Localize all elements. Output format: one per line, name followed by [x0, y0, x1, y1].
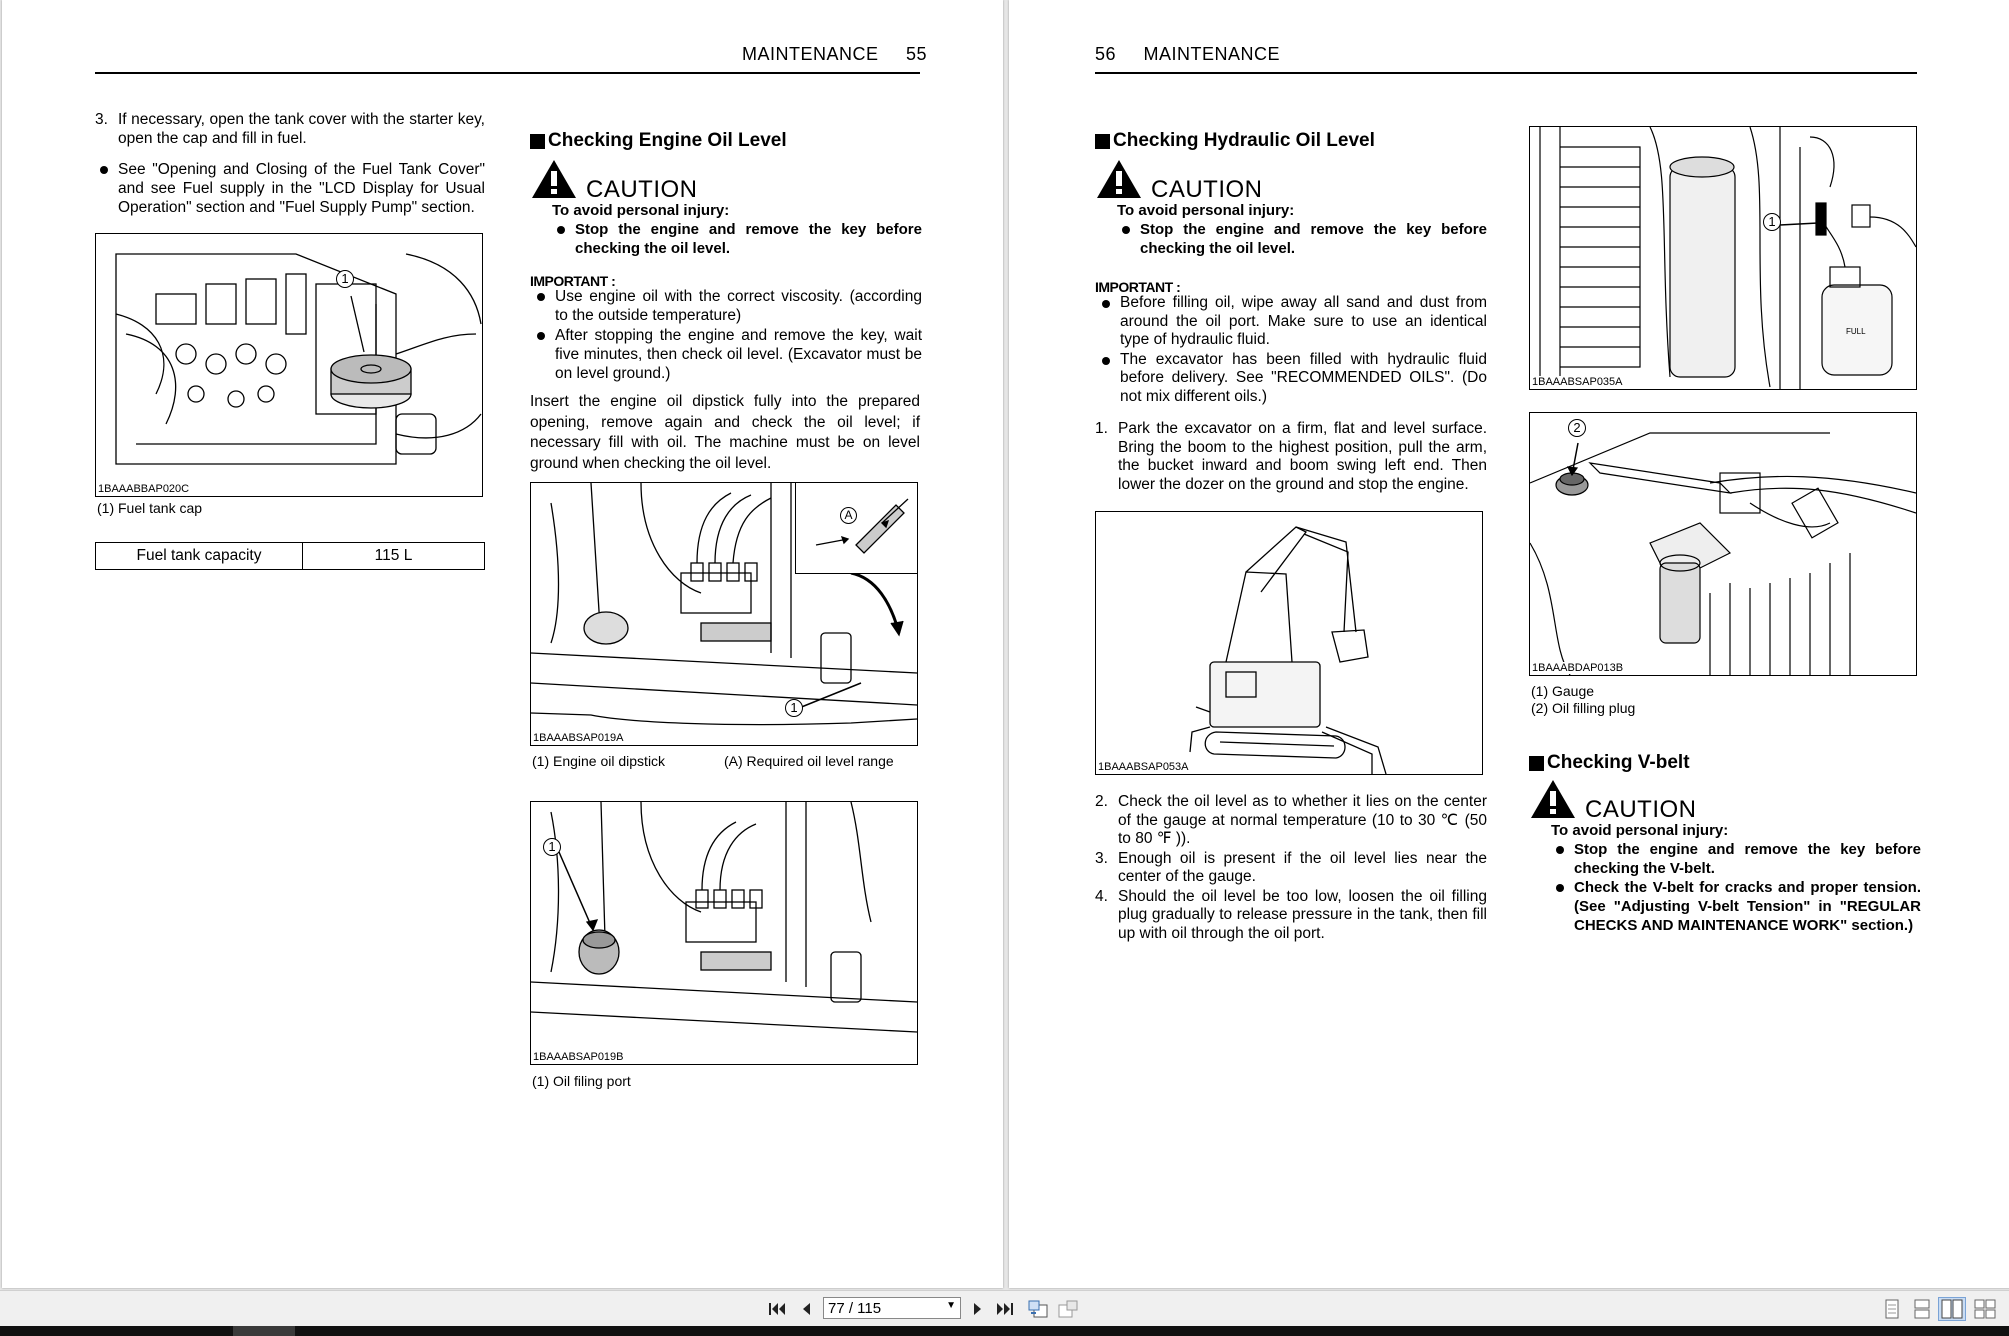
important-item — [1097, 294, 1487, 350]
figure-engine-dipstick — [530, 482, 918, 746]
bullet-dot — [1102, 300, 1110, 308]
heading-square-icon — [530, 134, 545, 149]
important-item-text: The excavator has been filled with hydraulic fluid before delivery. See "RECOMMENDED OILS". (Do not mix different oils.) — [1120, 350, 1487, 405]
hydraulic-step-1 — [1095, 420, 1487, 500]
caution-items — [1551, 840, 1921, 935]
fuel-steps — [95, 110, 485, 223]
dipstick-inset-illustration — [796, 483, 918, 573]
hydraulic-heading-text: Checking Hydraulic Oil Level — [1113, 130, 1375, 151]
caution-subtitle: To avoid personal injury: — [1117, 202, 1295, 219]
figure-oil-filing-port — [530, 801, 918, 1065]
fuel-tank-illustration — [96, 234, 482, 496]
heading-square-icon — [1529, 756, 1544, 771]
fig1-caption: (1) Fuel tank cap — [97, 500, 203, 516]
step-3 — [1095, 850, 1487, 887]
figure-code: 1BAAABSAP035A — [1532, 376, 1623, 388]
important-item — [1097, 351, 1487, 407]
last-page-icon — [996, 1301, 1014, 1317]
step-number: 4. — [1095, 887, 1108, 905]
taskbar-tab[interactable] — [233, 1326, 295, 1336]
dipstick-paragraph: Insert the engine oil dipstick fully into the prepared opening, remove again and check the oil level; if necessary fill with oil. The machine must be on level ground when checking the oil level. — [530, 393, 920, 472]
capacity-value: 115 L — [303, 543, 485, 570]
go-back-view-button[interactable] — [1026, 1297, 1050, 1321]
caution-item-text: Stop the engine and remove the key before checking the oil level. — [1140, 221, 1487, 257]
fig2-caption-1: (1) Engine oil dipstick — [532, 753, 666, 769]
last-page-button[interactable] — [994, 1297, 1016, 1321]
hydraulic-caution-box — [1095, 158, 1487, 258]
header-section: MAINTENANCE — [1143, 44, 1281, 64]
document-page-left — [2, 0, 1003, 1288]
step-number: 2. — [1095, 793, 1108, 810]
document-page-right — [1009, 0, 2009, 1288]
caution-subtitle: To avoid personal injury: — [1551, 822, 1729, 839]
caption-gauge: (1) Gauge — [1531, 683, 1595, 699]
two-page-continuous-view-button[interactable] — [1972, 1297, 1998, 1321]
viewer-toolbar — [0, 1290, 2009, 1327]
bullet-dot — [1556, 846, 1564, 854]
caption-oil-filling-plug: (2) Oil filling plug — [1531, 700, 1636, 716]
step-text: Park the excavator on a firm, flat and level surface. Bring the boom to the highest position, pull the arm, the bucket inward and boom swing left end. Then lower the dozer on the ground and stop the engine. — [1118, 420, 1487, 493]
caution-word: CAUTION — [1585, 796, 1697, 823]
two-page-view-button[interactable] — [1938, 1297, 1966, 1321]
step-1 — [1095, 420, 1487, 494]
heading-square-icon — [1095, 134, 1110, 149]
step-text: Enough oil is present if the oil level lies near the center of the gauge. — [1118, 849, 1487, 885]
bullet-dot — [1556, 884, 1564, 892]
caution-item-text: Stop the engine and remove the key before checking the oil level. — [575, 221, 922, 257]
caution-item-text: Check the V-belt for cracks and proper tension. (See "Adjusting V-belt Tension" in "REGULAR CHECKS AND MAINTENANCE WORK" section.) — [1574, 879, 1921, 934]
first-page-button[interactable] — [766, 1297, 788, 1321]
gauge-illustration — [1530, 127, 1916, 389]
engine-oil-heading-text: Checking Engine Oil Level — [548, 130, 787, 151]
figure-code: 1BAAABSAP019B — [533, 1051, 624, 1063]
header-page-number: 56 — [1095, 44, 1117, 64]
important-label: IMPORTANT : — [530, 273, 616, 289]
figure-code: 1BAAABDAP013B — [1532, 662, 1624, 674]
important-item — [532, 287, 922, 325]
important-item-text: Use engine oil with the correct viscosity. (according to the outside temperature) — [555, 288, 922, 324]
step-number: 3. — [1095, 849, 1108, 867]
capacity-label: Fuel tank capacity — [96, 543, 303, 570]
single-page-icon — [1884, 1299, 1900, 1319]
plug-illustration — [1530, 413, 1916, 675]
callout-1: 1 — [336, 270, 354, 288]
caution-item-text: Stop the engine and remove the key before checking the V-belt. — [1574, 841, 1921, 877]
page-indicator: 77 / 115 — [828, 1299, 882, 1317]
step-number: 3. — [95, 111, 108, 128]
header-section: MAINTENANCE — [742, 44, 879, 64]
callout-1: 1 — [543, 838, 561, 856]
continuous-view-button[interactable] — [1910, 1297, 1934, 1321]
go-forward-view-button[interactable] — [1056, 1297, 1080, 1321]
important-item-text: After stopping the engine and remove the key, wait five minutes, then check oil level. (Excavator must be on level ground.) — [555, 327, 922, 382]
bullet-dot — [537, 293, 545, 301]
warning-triangle-icon — [530, 158, 578, 200]
oil-port-illustration — [531, 802, 917, 1064]
important-item — [532, 326, 922, 383]
fuel-capacity-table — [95, 542, 485, 570]
warning-triangle-icon — [1529, 778, 1577, 820]
bullet-dot — [537, 332, 545, 340]
vbelt-heading-text: Checking V-belt — [1547, 752, 1690, 773]
see-bullet — [95, 160, 485, 217]
step-2 — [1095, 793, 1487, 849]
engine-caution-box — [530, 158, 922, 258]
caution-item — [552, 220, 922, 258]
dipstick-inset — [795, 483, 918, 574]
hydraulic-steps-2-4 — [1095, 793, 1487, 949]
caution-word: CAUTION — [1151, 176, 1263, 203]
vbelt-caution-box — [1529, 778, 1921, 958]
figure-fuel-tank-cap — [95, 233, 483, 497]
callout-1: 1 — [785, 699, 803, 717]
caution-item — [1551, 878, 1921, 935]
bullet-dot — [100, 166, 108, 174]
figure-hydraulic-gauge — [1529, 126, 1917, 390]
first-page-icon — [768, 1301, 786, 1317]
caution-item — [1117, 220, 1487, 258]
caution-items — [1117, 220, 1487, 258]
figure-code: 1BAAABBAP020C — [98, 483, 190, 495]
engine-oil-heading — [530, 130, 787, 152]
hydraulic-heading — [1095, 130, 1375, 152]
continuous-page-icon — [1913, 1299, 1931, 1319]
header-rule — [1095, 72, 1917, 74]
header-page-number: 55 — [906, 44, 928, 64]
page-number-select[interactable] — [823, 1297, 961, 1319]
page-header — [1095, 44, 1280, 65]
warning-triangle-icon — [1095, 158, 1143, 200]
vbelt-heading — [1529, 752, 1690, 774]
caution-item — [1551, 840, 1921, 878]
callout-2: 2 — [1568, 419, 1586, 437]
fig2-caption-a: (A) Required oil level range — [724, 753, 894, 769]
figure-excavator — [1095, 511, 1483, 775]
forward-view-icon — [1057, 1299, 1079, 1319]
two-page-continuous-icon — [1974, 1299, 1996, 1319]
two-page-icon — [1941, 1299, 1963, 1319]
see-text: See "Opening and Closing of the Fuel Tank Cover" and see Fuel supply in the "LCD Display for Usual Operation" section and "Fuel Supply Pump" section. — [118, 161, 485, 216]
previous-page-icon — [800, 1301, 812, 1317]
hydraulic-important-list — [1097, 294, 1487, 412]
caution-subtitle: To avoid personal injury: — [552, 202, 730, 219]
taskbar-strip — [0, 1326, 2009, 1336]
step-text: Should the oil level be too low, loosen the oil filling plug gradually to release pressure in the tank, then fill up with oil through the oil port. — [1118, 887, 1487, 942]
gauge-captions — [1531, 683, 1635, 717]
important-label: IMPORTANT : — [1095, 279, 1181, 295]
step-4 — [1095, 888, 1487, 944]
callout-1: 1 — [1763, 213, 1781, 231]
back-view-icon — [1027, 1299, 1049, 1319]
previous-page-button[interactable] — [796, 1297, 816, 1321]
step-number: 1. — [1095, 420, 1108, 437]
engine-important-list — [532, 287, 922, 389]
figure-oil-filling-plug — [1529, 412, 1917, 676]
bullet-dot — [1122, 226, 1130, 234]
page-header — [742, 44, 927, 65]
excavator-illustration — [1096, 512, 1482, 774]
figure-code: 1BAAABSAP053A — [1098, 761, 1189, 773]
important-item-text: Before filling oil, wipe away all sand and dust from around the oil port. Make sure to use an identical type of hydraulic fluid. — [1120, 294, 1487, 348]
step-3 — [95, 110, 485, 148]
next-page-icon — [972, 1301, 984, 1317]
bullet-dot — [557, 226, 565, 234]
callout-a: A — [840, 507, 857, 524]
fig3-caption: (1) Oil filing port — [532, 1073, 631, 1089]
caution-word: CAUTION — [586, 176, 698, 203]
header-rule — [95, 72, 920, 74]
chevron-down-icon: ▼ — [946, 1300, 956, 1311]
next-page-button[interactable] — [968, 1297, 988, 1321]
tank-full-label: FULL — [1846, 327, 1866, 336]
step-text: If necessary, open the tank cover with the starter key, open the cap and fill in fuel. — [118, 111, 485, 147]
bullet-dot — [1102, 357, 1110, 365]
single-page-view-button[interactable] — [1880, 1297, 1904, 1321]
step-text: Check the oil level as to whether it lies on the center of the gauge at normal temperature (10 to 30 ℃ (50 to 80 ℉ )). — [1118, 793, 1487, 847]
caution-items — [552, 220, 922, 258]
figure-code: 1BAAABSAP019A — [533, 732, 624, 744]
